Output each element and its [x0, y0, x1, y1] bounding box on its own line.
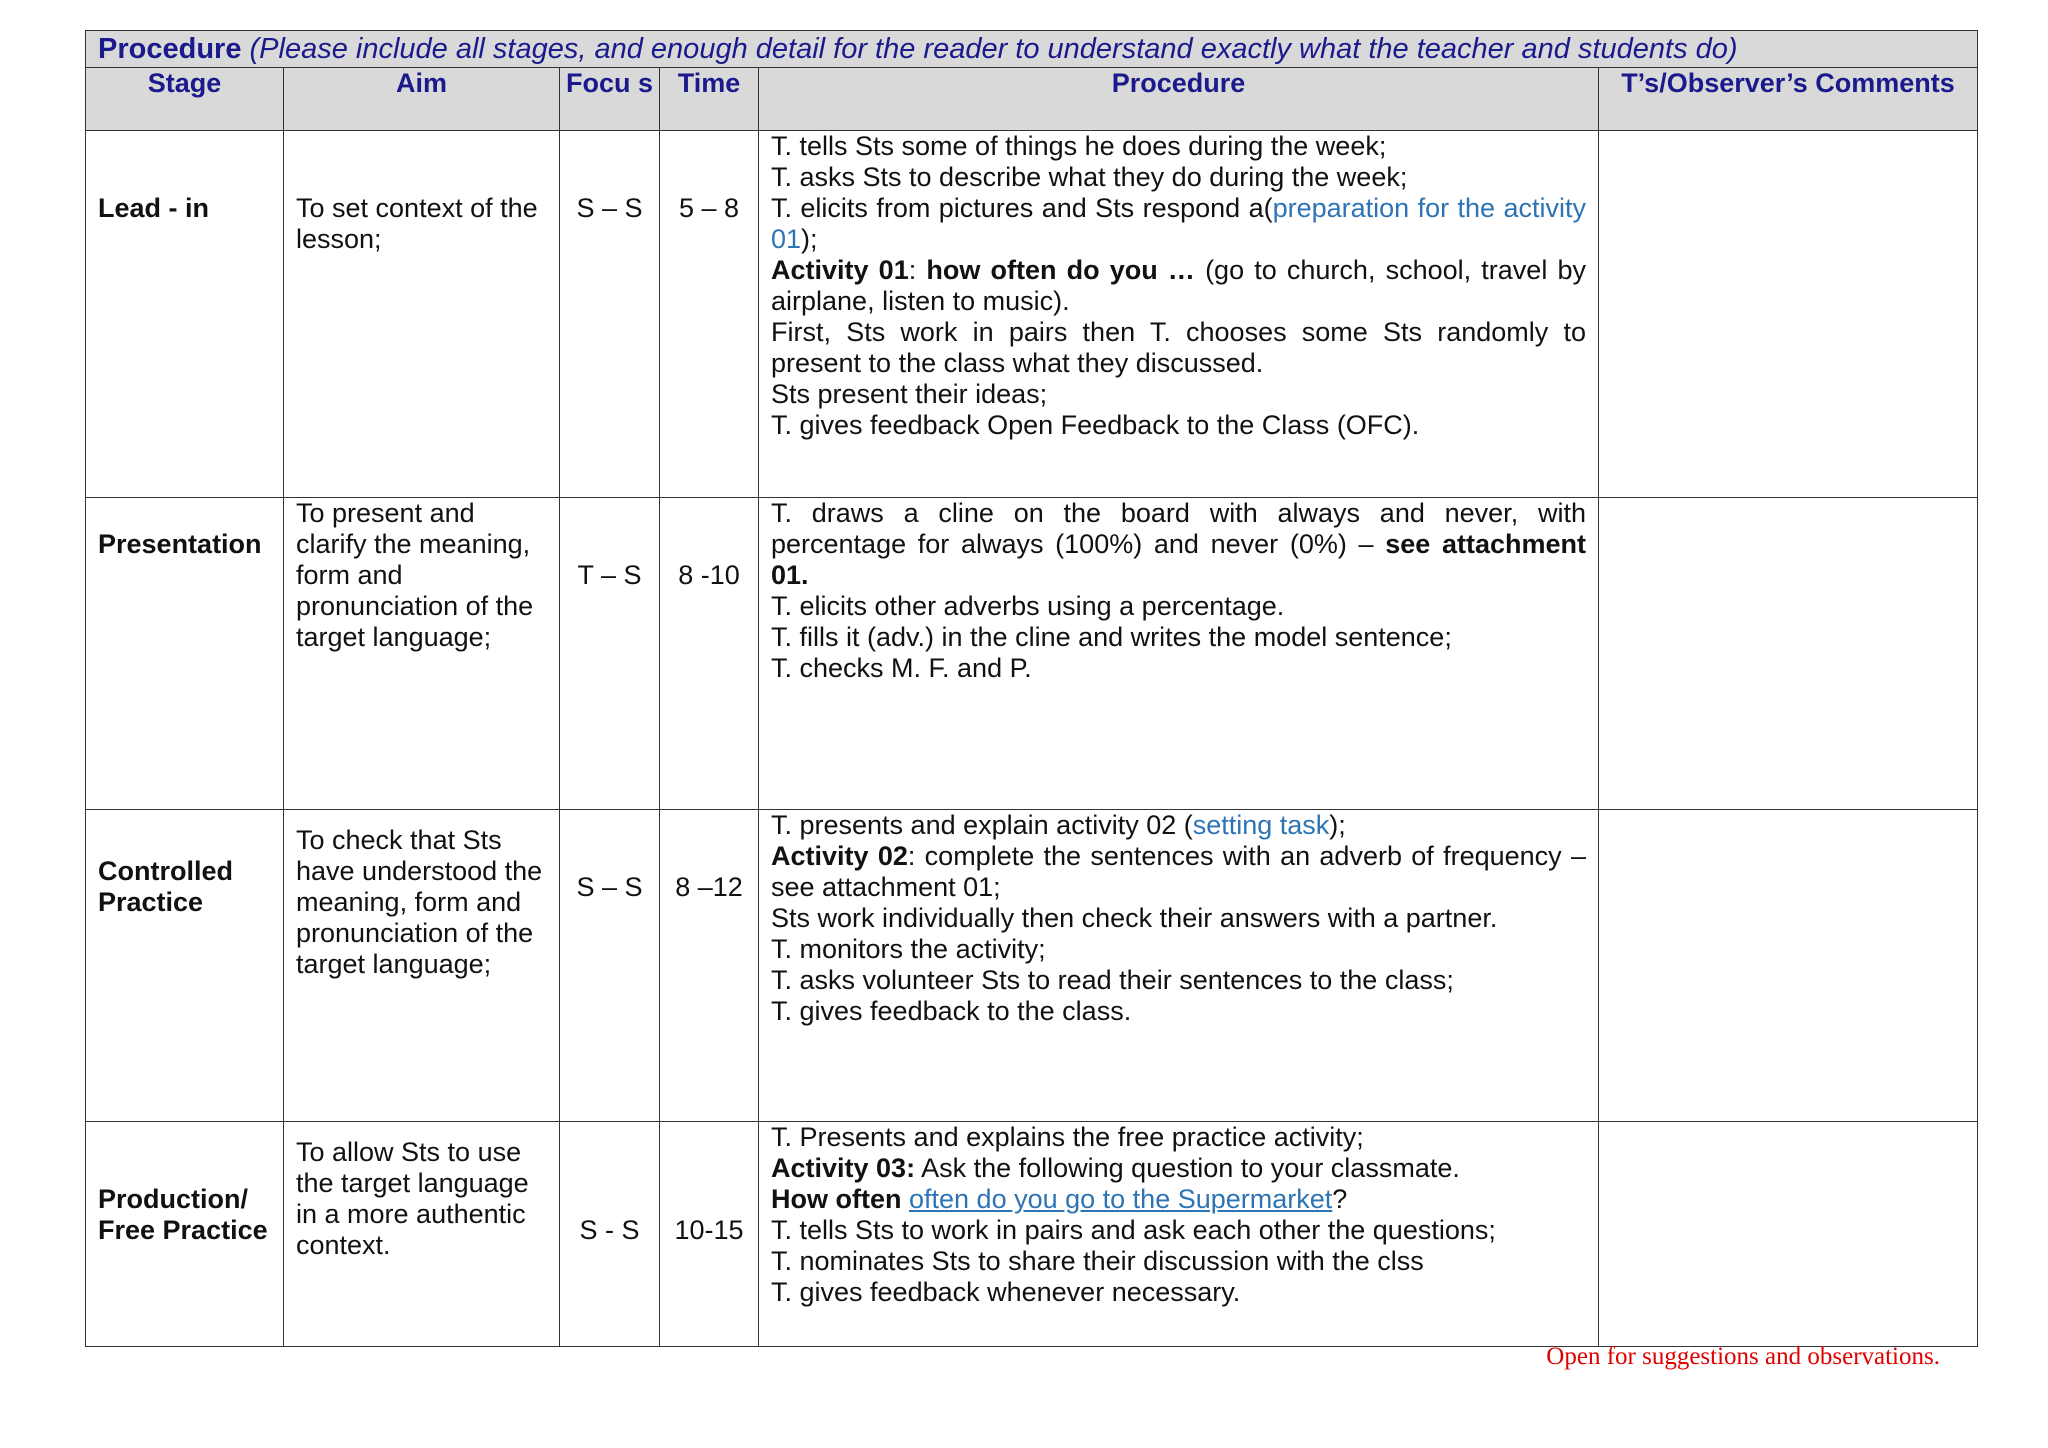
time-text: 8 -10	[678, 560, 740, 590]
comments-cell[interactable]	[1599, 1122, 1978, 1347]
procedure-line: T. gives feedback to the class.	[771, 996, 1132, 1026]
preparation-note: preparation for the activity 01	[771, 193, 1586, 254]
procedure-line: T. draws a cline on the board with always and never, with percentage for always (100%) and never (0%) – see attachment 01.	[771, 498, 1586, 590]
focus-cell	[560, 131, 660, 498]
procedure-table	[85, 30, 1978, 1347]
procedure-line: T. monitors the activity;	[771, 934, 1046, 964]
procedure-line: T. checks M. F. and P.	[771, 653, 1032, 683]
procedure-line: Activity 02: complete the sentences with an adverb of frequency – see attachment 01;	[771, 841, 1586, 902]
procedure-line: First, Sts work in pairs then T. chooses some Sts randomly to present to the class what they discussed.	[771, 317, 1586, 378]
focus-text: S – S	[576, 193, 643, 223]
procedure-line: T. elicits other adverbs using a percentage.	[771, 591, 1285, 621]
focus-cell	[560, 498, 660, 810]
procedure-line: T. tells Sts to work in pairs and ask each other the questions;	[771, 1215, 1496, 1245]
aim-text: To allow Sts to use the target language in a more authentic context.	[296, 1137, 529, 1260]
time-text: 5 – 8	[678, 193, 740, 223]
procedure-line: T. gives feedback whenever necessary.	[771, 1277, 1241, 1307]
comments-cell[interactable]	[1599, 131, 1978, 498]
stage-label: Lead - in	[98, 193, 210, 223]
focus-cell	[560, 1122, 660, 1347]
procedure-line: T. gives feedback Open Feedback to the Class (OFC).	[771, 410, 1420, 440]
header-stage: Stage	[86, 68, 284, 131]
header-row	[86, 68, 1978, 131]
procedure-line: T. presents and explain activity 02 (setting task);	[771, 810, 1346, 840]
header-procedure: Procedure	[759, 68, 1599, 131]
time-cell	[660, 810, 759, 1122]
focus-text: S - S	[579, 1215, 640, 1245]
procedure-line: Activity 03: Ask the following question to your classmate.	[771, 1153, 1460, 1183]
stage-cell	[86, 498, 284, 810]
aim-cell	[284, 498, 560, 810]
footer-note: Open for suggestions and observations.	[1546, 1343, 1940, 1370]
supermarket-link[interactable]: often do you go to the Supermarket	[909, 1184, 1333, 1214]
procedure-cell	[759, 498, 1599, 810]
table-row	[86, 131, 1978, 498]
time-cell	[660, 498, 759, 810]
procedure-line: T. asks Sts to describe what they do during the week;	[771, 162, 1408, 192]
procedure-line: T. nominates Sts to share their discussion with the clss	[771, 1246, 1424, 1276]
procedure-line: T. tells Sts some of things he does during the week;	[771, 131, 1387, 161]
banner-note: (Please include all stages, and enough detail for the reader to understand exactly what the teacher and students do)	[249, 33, 1738, 65]
stage-label: Production/ Free Practice	[98, 1184, 268, 1245]
procedure-line: T. fills it (adv.) in the cline and writes the model sentence;	[771, 622, 1452, 652]
table-row	[86, 498, 1978, 810]
time-cell	[660, 1122, 759, 1347]
comments-cell[interactable]	[1599, 498, 1978, 810]
header-time: Time	[660, 68, 759, 131]
table-row	[86, 810, 1978, 1122]
focus-text: S – S	[576, 872, 643, 902]
procedure-line: How often often do you go to the Supermarket?	[771, 1184, 1348, 1214]
setting-task-note: setting task	[1192, 810, 1330, 840]
focus-cell	[560, 810, 660, 1122]
procedure-banner	[86, 31, 1978, 68]
header-focus: Focu s	[560, 68, 660, 131]
procedure-line: Activity 01: how often do you … (go to church, school, travel by airplane, listen to music).	[771, 255, 1586, 316]
stage-label: Presentation	[98, 529, 262, 559]
procedure-line: Sts present their ideas;	[771, 379, 1048, 409]
aim-cell	[284, 810, 560, 1122]
procedure-line: T. elicits from pictures and Sts respond a(preparation for the activity 01);	[771, 193, 1586, 254]
procedure-cell	[759, 131, 1599, 498]
table-row	[86, 1122, 1978, 1347]
aim-cell	[284, 131, 560, 498]
header-aim: Aim	[284, 68, 560, 131]
focus-text: T – S	[577, 560, 642, 590]
procedure-line: T. asks volunteer Sts to read their sentences to the class;	[771, 965, 1454, 995]
procedure-cell	[759, 1122, 1599, 1347]
aim-text: To present and clarify the meaning, form and pronunciation of the target language;	[296, 498, 534, 652]
header-comments: T’s/Observer’s Comments	[1599, 68, 1978, 131]
time-cell	[660, 131, 759, 498]
banner-title: Procedure	[98, 33, 242, 65]
stage-cell	[86, 1122, 284, 1347]
procedure-line: T. Presents and explains the free practice activity;	[771, 1122, 1364, 1152]
time-text: 8 –12	[675, 872, 743, 902]
aim-text: To check that Sts have understood the meaning, form and pronunciation of the target language;	[296, 825, 543, 979]
comments-cell[interactable]	[1599, 810, 1978, 1122]
stage-cell	[86, 131, 284, 498]
time-text: 10-15	[674, 1215, 744, 1245]
procedure-line: Sts work individually then check their answers with a partner.	[771, 903, 1498, 933]
stage-label: Controlled Practice	[98, 856, 233, 917]
stage-cell	[86, 810, 284, 1122]
aim-cell	[284, 1122, 560, 1347]
procedure-cell	[759, 810, 1599, 1122]
aim-text: To set context of the lesson;	[296, 193, 538, 254]
